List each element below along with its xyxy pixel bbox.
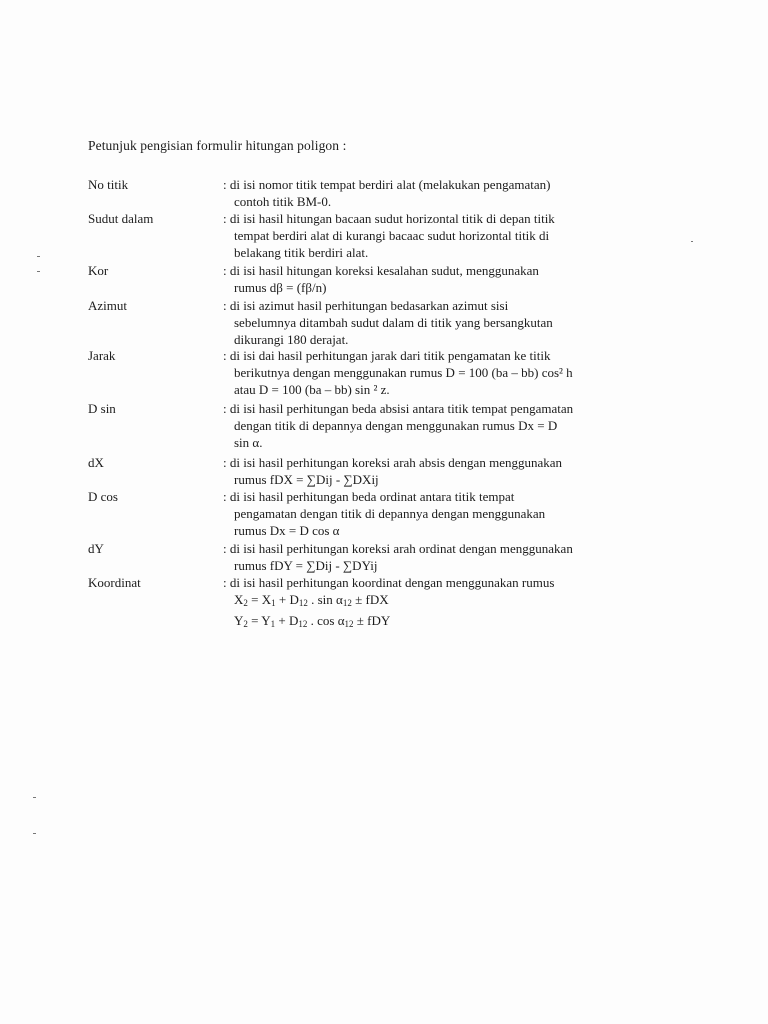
description-line: tempat berdiri alat di kurangi bacaac sudut horizontal titik di [234,228,550,243]
description-line: : di isi hasil perhitungan koreksi arah ordinat dengan menggunakan [223,541,573,556]
entry-term: dX [88,455,104,470]
entry-description [223,400,643,451]
entry-term: Koordinat [88,575,141,590]
entry-term: D cos [88,489,118,504]
entry-description [223,347,643,398]
description-line: : di isi hasil perhitungan beda ordinat antara titik tempat [223,489,515,504]
description-line: : di isi hasil hitungan koreksi kesalahan sudut, menggunakan [223,263,539,278]
scan-speck [691,241,693,242]
formula-y2: $Y_2 = Y_1 + D_{12}$ . $\cos \alpha_{12}$ ± fDY [234,613,391,629]
entry-description [223,488,643,539]
description-line: contoh titik BM-0. [234,194,332,209]
description-line: : di isi hasil perhitungan beda absisi antara titik tempat pengamatan [223,401,574,416]
description-line: : di isi nomor titik tempat berdiri alat (melakukan pengamatan) [223,177,551,192]
description-line: rumus dβ = (fβ/n) [234,280,327,295]
description-line: : di isi azimut hasil perhitungan bedasarkan azimut sisi [223,298,509,313]
description-line: berikutnya dengan menggunakan rumus D = 100 (ba – bb) cos² h [234,365,573,380]
document-heading: Petunjuk pengisian formulir hitungan poligon : [88,138,347,153]
entry-description [223,297,643,348]
entry-term: Sudut dalam [88,211,154,226]
description-line: sebelumnya ditambah sudut dalam di titik yang bersangkutan [234,315,553,330]
entry-term: D sin [88,401,116,416]
entry-description [223,454,643,488]
description-line: pengamatan dengan titik di depannya dengan menggunakan [234,506,546,521]
entry-term: No titik [88,177,129,192]
description-line: : di isi dai hasil perhitungan jarak dari titik pengamatan ke titik [223,348,551,363]
entry-description [223,176,643,210]
description-line: belakang titik berdiri alat. [234,245,369,260]
description-line: : di isi hasil perhitungan koordinat dengan menggunakan rumus [223,575,555,590]
entry-term: Kor [88,263,109,278]
scan-speck [37,256,40,257]
scan-speck [33,833,36,834]
entry-description [223,540,643,574]
scan-speck [37,271,40,272]
description-line: dengan titik di depannya dengan menggunakan rumus Dx = D [234,418,558,433]
description-line: rumus fDX = ∑Dij - ∑DXij [234,472,379,487]
description-line: : di isi hasil perhitungan koreksi arah absis dengan menggunakan [223,455,563,470]
entry-description [223,210,643,261]
entry-description [223,262,643,296]
description-line: atau D = 100 (ba – bb) sin ² z. [234,382,390,397]
scan-speck [33,797,36,798]
entry-term: dY [88,541,104,556]
description-line: sin α. [234,435,263,450]
formula-x2: $X_2 = X_1 + D_{12}$ . $\sin \alpha_{12}$ ± fDX [234,592,389,608]
description-line: rumus fDY = ∑Dij - ∑DYij [234,558,378,573]
description-line: : di isi hasil hitungan bacaan sudut horizontal titik di depan titik [223,211,555,226]
description-line: rumus Dx = D cos α [234,523,340,538]
description-line: dikurangi 180 derajat. [234,332,349,347]
entry-term: Azimut [88,298,127,313]
entry-term: Jarak [88,348,116,363]
entry-description [223,574,643,633]
